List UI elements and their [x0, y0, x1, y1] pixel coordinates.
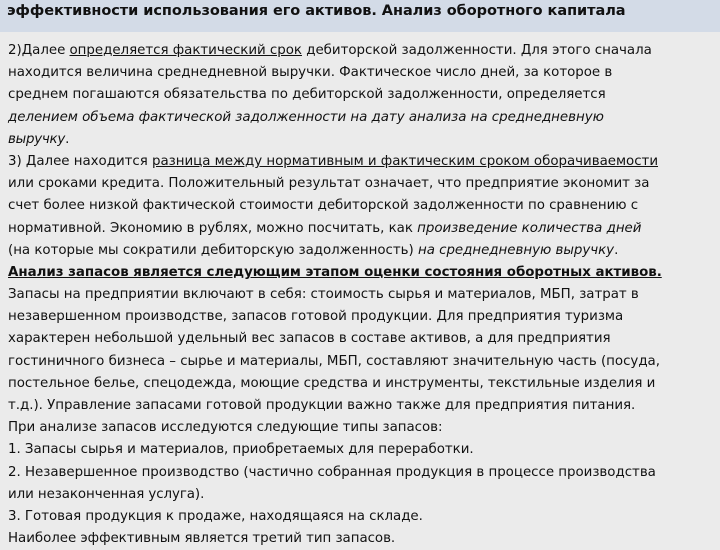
text-line	[8, 306, 718, 328]
text-segment: на среднедневную выручку	[417, 242, 615, 258]
text-line	[8, 84, 718, 106]
text-line	[8, 484, 718, 506]
text-segment: 2. Незавершенное производство (частично собранная продукция в процессе производства	[8, 464, 656, 480]
text-line	[8, 528, 718, 550]
text-line	[8, 351, 718, 373]
text-segment: постельное белье, спецодежда, моющие средства и инструменты, текстильные изделия и	[8, 375, 656, 391]
text-line	[8, 439, 718, 461]
text-segment: т.д.). Управление запасами готовой продукции важно также для предприятия питания.	[8, 398, 636, 413]
text-segment: 1. Запасы сырья и материалов, приобретаемых для переработки.	[8, 442, 474, 458]
text-line	[8, 107, 718, 129]
text-segment: 2)Далее	[8, 43, 70, 58]
text-segment: определяется фактический срок	[69, 43, 302, 58]
text-segment: При анализе запасов исследуются следующие типы запасов:	[8, 420, 443, 436]
text-segment: 3. Готовая продукция к продаже, находящаяся на складе.	[8, 508, 423, 524]
text-line	[8, 462, 718, 484]
text-segment: среднем погашаются обязательства по дебиторской задолженности, определяется	[8, 87, 606, 103]
text-line	[8, 129, 718, 151]
text-line	[8, 328, 718, 350]
slide-body-text	[8, 40, 718, 550]
text-line	[8, 62, 718, 84]
text-segment: гостиничного бизнеса – сырье и материалы, МБП, составляют значительную часть (посуда,	[8, 353, 660, 369]
text-segment: разница между нормативным и фактическим сроком оборачиваемости	[152, 153, 659, 169]
text-segment: дебиторской задолженности. Для этого сначала	[301, 43, 652, 58]
slide-title-bar	[0, 0, 720, 32]
text-segment: произведение количества дней	[417, 220, 642, 236]
text-line	[8, 195, 718, 217]
text-line	[8, 262, 718, 284]
text-line	[8, 40, 718, 62]
text-line	[8, 218, 718, 240]
text-segment: (на которые мы сократили дебиторскую задолженность)	[8, 242, 418, 258]
text-segment: находится величина среднедневной выручки. Фактическое число дней, за которое в	[8, 65, 613, 81]
text-segment: .	[614, 242, 619, 258]
text-segment: Запасы на предприятии включают в себя: стоимость сырья и материалов, МБП, затрат в	[8, 287, 639, 303]
text-segment: счет более низкой фактической стоимости дебиторской задолженности по сравнению с	[8, 198, 639, 214]
text-segment: Анализ запасов является следующим этапом оценки состояния оборотных активов.	[8, 264, 662, 280]
text-segment: незавершенном производстве, запасов готовой продукции. Для предприятия туризма	[8, 309, 624, 325]
text-line	[8, 373, 718, 395]
text-segment: или сроками кредита. Положительный результат означает, что предприятие экономит за	[8, 176, 650, 192]
text-segment: нормативной. Экономию в рублях, можно посчитать, как	[8, 220, 418, 236]
text-segment: делением объема фактической задолженности на дату анализа на среднедневную	[8, 109, 604, 125]
text-segment: .	[65, 131, 70, 147]
text-segment: 3) Далее находится	[8, 153, 152, 169]
text-line	[8, 240, 718, 262]
text-segment: характерен небольшой удельный вес запасов в составе активов, а для предприятия	[8, 331, 611, 347]
text-segment: выручку	[8, 131, 66, 147]
text-segment: или незаконченная услуга).	[8, 486, 205, 502]
text-line	[8, 173, 718, 195]
text-segment: Наиболее эффективным является третий тип запасов.	[8, 531, 396, 547]
text-line	[8, 284, 718, 306]
text-line	[8, 417, 718, 439]
text-line	[8, 151, 718, 173]
text-line	[8, 395, 718, 417]
text-line	[8, 506, 718, 528]
slide-title: эффективности использования его активов. Анализ оборотного капитала	[7, 3, 626, 19]
